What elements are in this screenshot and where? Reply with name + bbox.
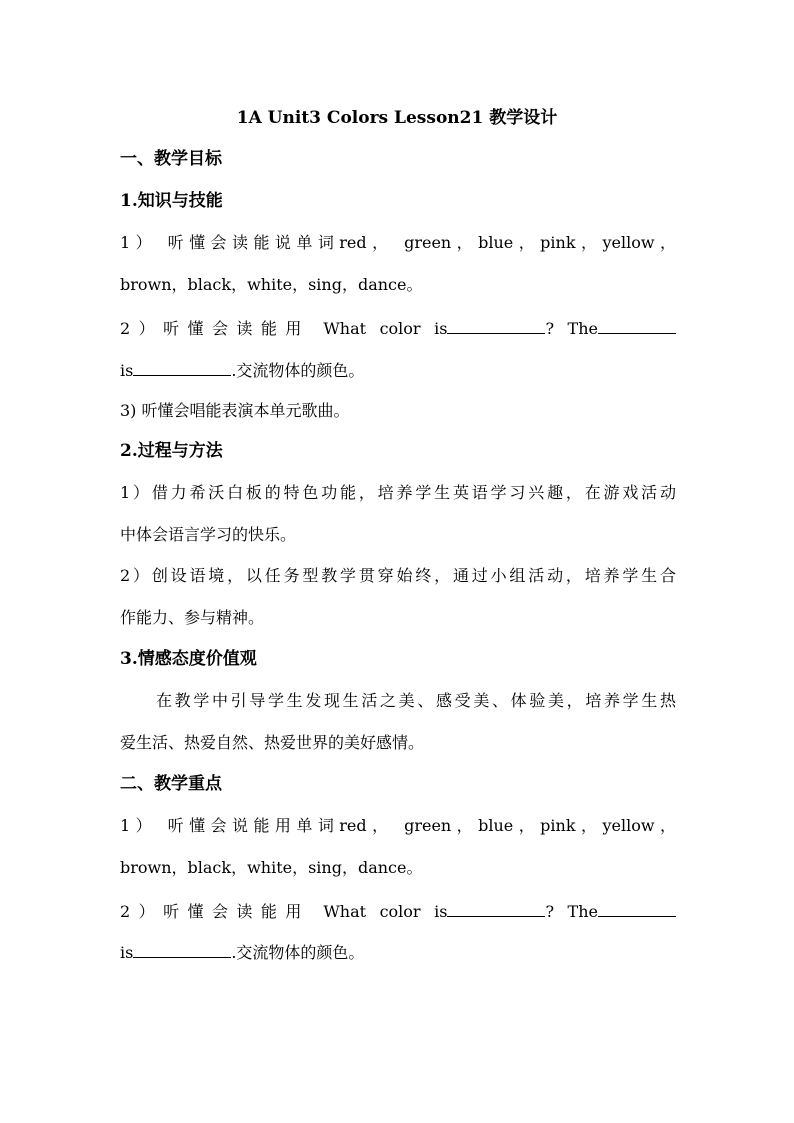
section-heading-key-points: 二、教学重点 — [120, 774, 222, 794]
fill-blank — [447, 317, 545, 334]
section-heading-objectives: 一、教学目标 — [120, 149, 222, 169]
knowledge-item-2-line-2 — [120, 359, 676, 381]
keypoint-item-2-line2-prefix: is — [120, 943, 134, 962]
process-item-1-line-1: 1）借力希沃白板的特色功能，培养学生英语学习兴趣，在游戏活动 — [120, 483, 676, 502]
subheading-process-methods: 2.过程与方法 — [120, 441, 223, 461]
emotion-para-line-2: 爱生活、热爱自然、热爱世界的美好感情。 — [120, 733, 425, 752]
knowledge-item-2-mid: ? The — [545, 319, 598, 338]
knowledge-item-2-line2-prefix: is — [120, 361, 134, 380]
subheading-emotion-values: 3.情感态度价值观 — [120, 649, 257, 669]
knowledge-item-2-prefix: 2）听懂会读能用 What color is — [120, 319, 448, 338]
keypoint-item-1-line-2: brown，black，white，sing，dance。 — [120, 858, 423, 877]
knowledge-item-2-line-1 — [120, 317, 676, 339]
emotion-para-line-1: 在教学中引导学生发现生活之美、感受美、体验美，培养学生热 — [156, 691, 676, 710]
keypoint-item-2-mid: ? The — [545, 902, 598, 921]
fill-blank — [598, 900, 676, 917]
fill-blank — [133, 359, 231, 376]
fill-blank — [133, 941, 231, 958]
keypoint-item-2-prefix: 2）听懂会读能用 What color is — [120, 902, 448, 921]
keypoint-item-2-line-2 — [120, 941, 676, 963]
fill-blank — [598, 317, 676, 334]
process-item-2-line-1: 2）创设语境，以任务型教学贯穿始终，通过小组活动，培养学生合 — [120, 566, 676, 585]
process-item-1-line-2: 中体会语言学习的快乐。 — [120, 525, 297, 544]
subheading-knowledge-skills: 1.知识与技能 — [120, 191, 223, 211]
keypoint-item-2-line2-suffix: .交流物体的颜色。 — [231, 943, 365, 962]
knowledge-item-3: 3) 听懂会唱能表演本单元歌曲。 — [120, 401, 350, 420]
knowledge-item-2-line2-suffix: .交流物体的颜色。 — [231, 361, 365, 380]
knowledge-item-1-line-2: brown，black，white，sing，dance。 — [120, 275, 423, 294]
knowledge-item-1-line-1: 1） 听懂会读能说单词red， green，blue，pink，yellow， — [120, 233, 676, 252]
fill-blank — [447, 900, 545, 917]
process-item-2-line-2: 作能力、参与精神。 — [120, 608, 265, 627]
document-title: 1A Unit3 Colors Lesson21 教学设计 — [236, 108, 558, 128]
keypoint-item-1-line-1: 1） 听懂会说能用单词red， green，blue，pink，yellow， — [120, 816, 676, 835]
keypoint-item-2-line-1 — [120, 900, 676, 922]
